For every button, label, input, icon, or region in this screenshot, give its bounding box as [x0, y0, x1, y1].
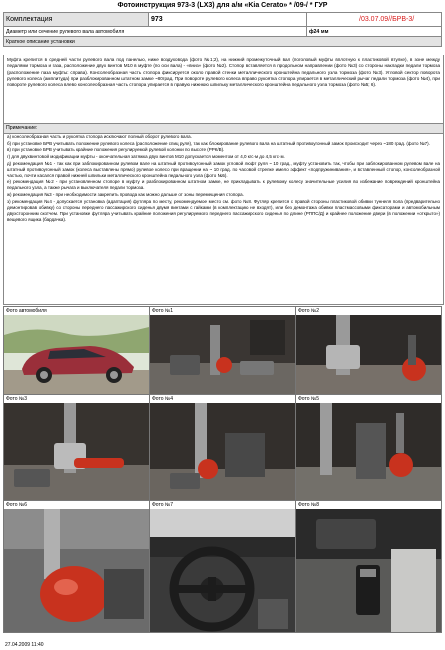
photo-5-cell: [295, 394, 442, 501]
photo-car-cell: [3, 306, 150, 395]
photo-3-cell: [3, 394, 150, 501]
shaft-value: ф24 мм: [307, 27, 442, 37]
photo-6-cell: [3, 500, 150, 633]
photo-8-image: [296, 509, 441, 632]
photo-1-cell: [149, 306, 296, 395]
photo-4-cell: [149, 394, 296, 501]
revision-cell: [307, 13, 442, 27]
note-h: з) рекомендация №4 - допускается установка (адаптация) футляра по месту, рекомендуемое место см. фото №8. Футляр крепится с правой стороны пластиковой обивки туннеля пола (предварительно демонтировав обивку) со стороны переднего пассажирского сиденья двумя винтами с гайками (в комплектацию не входят), или без демонтажа обивки пластмассовыми фиксаторами и автомобильным двухсторонним скотчем. При установке футляра учитывать крайние положения регулируемого переднего пассажирского сиденья по длине (РППС/Д) и крайнее положение двери (в положении «открыто») вещевого ящика (бардачка).: [7, 198, 440, 222]
photo-3-label: Фото №3: [4, 395, 149, 404]
photo-5-image: [296, 403, 441, 500]
photo-2-cell: [295, 306, 442, 395]
photo-4-image: [150, 403, 295, 500]
notes-list: [3, 133, 444, 305]
photo-3-image: [4, 403, 149, 500]
photo-8-label: Фото №8: [296, 501, 441, 510]
photo-8-cell: [295, 500, 442, 633]
photo-7-label: Фото №7: [150, 501, 295, 510]
kit-label: Комплектация: [4, 13, 149, 27]
short-desc-label: Краткое описание установки: [4, 37, 442, 47]
photo-6-image: [4, 509, 149, 632]
document-title: Фотоинструкция 973-3 (LX3) для а/м «Kia Cerato» * /09-/ * ГУР: [117, 2, 328, 9]
note-c: в) при установке БРВ учитывать крайние положения регулируемой рулевой колонки по высоте (РРК/В).: [7, 147, 225, 153]
note-f: е) рекомендация №2 - при установленном стопоре в муфту и разблокированном штатном замке, не прикладывать к рулевому колесу значительные усилия во избежание повреждений кронштейна педального узла, а также рычага и выключателя педали тормоза.: [7, 179, 440, 191]
note-d: г) для двухвинтовой модификации муфты - окончательная затяжка двух винтов М10 допускается моментом от 4,0 кгс·м до 4,5 кгс·м.: [7, 153, 285, 159]
installation-description: Муфта крепится в средней части рулевого вала под панелью, ниже воздуховода (фото №1;2), на нижний промежуточный вал (поголовый муфты вплотную к пластиковой втулке), в зоне между педалями тормоза и газа, расположение двух винтов М10 в муфте (по оси вала) - «вниз» (фото №2). Стопор вставляется в продольном направлении (фото №3) со стороны накладки педали тормоза (расположение паза муфты: справа). Консолеобразная часть стопора фиксируется около правой стенки металлического кронштейна педального узла тормоза (фото №3). Угловой сектор поворота рулевого колеса (амплитуда) при разблокированном штатном замке ~80град. При повороте рулевого колеса вправо рукоятка стопора упирается в металлический рычаг педали тормоза (фото №4), при повороте рулевого колеса влево консолеобразная часть стопора упирается в правую нижнюю шпильку металлического кронштейна педального узла тормоза (фото №5; 6).: [3, 55, 444, 124]
photo-7-cell: [149, 500, 296, 633]
photo-2-label: Фото №2: [296, 307, 441, 316]
photo-2-image: [296, 315, 441, 394]
photo-car-label: Фото автомобиля: [4, 307, 149, 316]
note-a: а) консолеобразная часть и рукоятка стопора исключают полный оборот рулевого вала.: [7, 134, 192, 139]
note-e: д) рекомендация №1 - так как при заблокированном рулевом вале на штатный противоугонный замок угловой люфт руля ~ 10 град., муфту установить так, чтобы при заблокированном рулевом вале на штатный противоугонный замок (колеса выставлены прямо) рулевое колесо при вращении на ~ 10 град. по часовой стрелке имело эффект «подпружинивания», и вставленный стопор, консолеобразной частью, почти касался правой нижней шпильки металлического кронштейна педального узла (фото №5).: [7, 160, 440, 178]
notes-heading: Примечание:: [3, 123, 444, 134]
photo-5-label: Фото №5: [296, 395, 441, 404]
photo-car-image: [4, 315, 149, 394]
brv-code: /БРВ-3/: [390, 16, 415, 23]
shaft-label: Диаметр или сечение рулевого вала автомобиля: [4, 27, 307, 37]
photo-1-label: Фото №1: [150, 307, 295, 316]
photo-1-image: [150, 315, 295, 394]
footer-timestamp: 27.04.2009 11:40: [5, 642, 44, 648]
photo-4-label: Фото №4: [150, 395, 295, 404]
header-table: [3, 12, 442, 47]
note-b: б) при установке БРВ учитывать положение рулевого колеса (расположение спиц руля), так как блокирование рулевого вала на штатный противоугонный замок происходит через ~180 град. (фото №7).: [7, 140, 430, 146]
note-g: ж) рекомендация №3 - при необходимости закрепить провода как можно дальше от зоны перемещения стопора.: [7, 191, 244, 197]
kit-code: 973: [149, 13, 307, 27]
photo-6-label: Фото №6: [4, 501, 149, 510]
photo-7-image: [150, 509, 295, 632]
date-code: /03.07.09/: [359, 16, 391, 23]
